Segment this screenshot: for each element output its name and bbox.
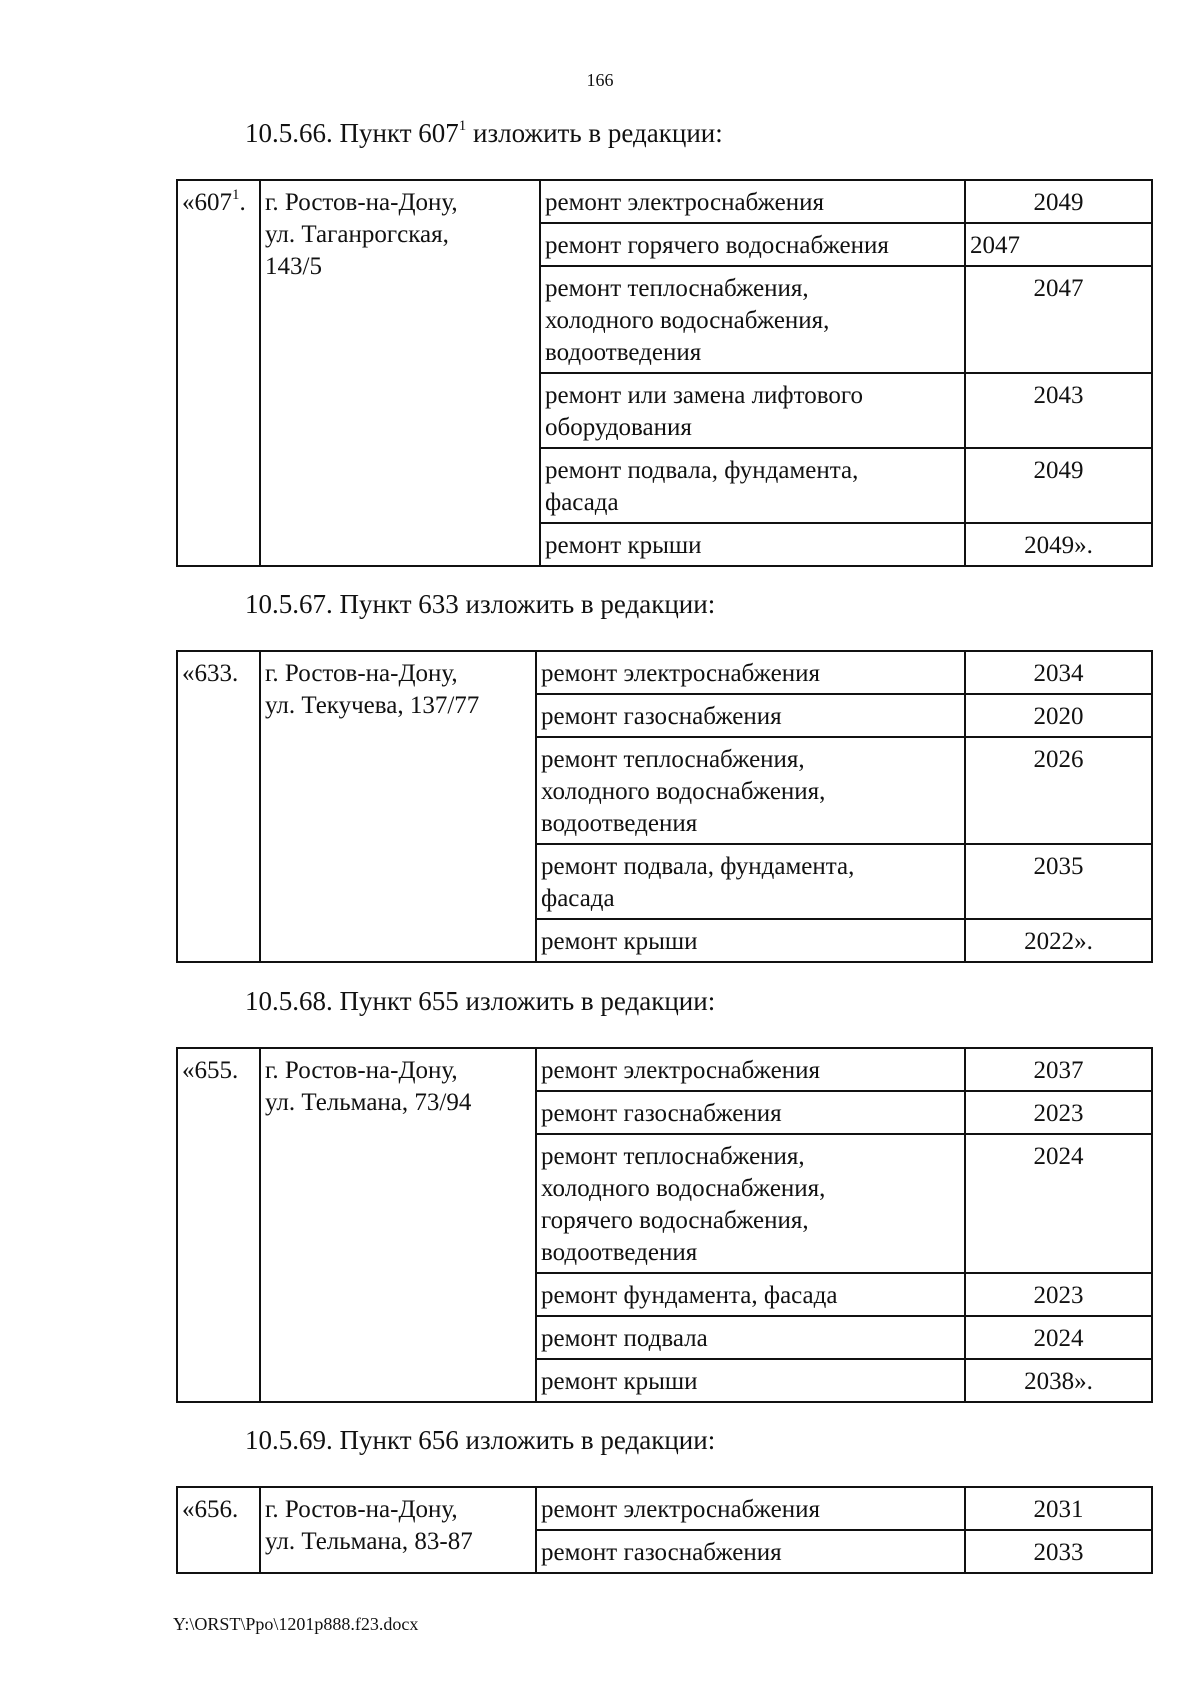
item-number: «655. xyxy=(177,1048,260,1402)
item-number: «633. xyxy=(177,651,260,962)
year-cell: 2047 xyxy=(965,223,1152,266)
year-cell: 2022». xyxy=(965,919,1152,962)
year-cell: 2035 xyxy=(965,844,1152,919)
year-cell: 2037 xyxy=(965,1048,1152,1091)
work-cell: ремонт электроснабжения xyxy=(536,1048,965,1091)
year-cell: 2047 xyxy=(965,266,1152,373)
year-cell: 2034 xyxy=(965,651,1152,694)
year-cell: 2023 xyxy=(965,1273,1152,1316)
year-cell: 2043 xyxy=(965,373,1152,448)
work-cell: ремонт электроснабжения xyxy=(536,651,965,694)
item-number: «$607^1$. xyxy=(177,180,260,566)
table-row xyxy=(177,1487,1152,1530)
work-cell: ремонт подвала, фундамента, фасада xyxy=(536,844,965,919)
work-cell: ремонт теплоснабжения, холодного водоснабжения, водоотведения xyxy=(540,266,965,373)
section-heading: 10.5.66. Пункт $607^1$ изложить в редакции: xyxy=(245,118,723,148)
year-cell: 2023 xyxy=(965,1091,1152,1134)
work-cell: ремонт газоснабжения xyxy=(536,1091,965,1134)
table-row xyxy=(177,1048,1152,1091)
work-cell: ремонт крыши xyxy=(536,1359,965,1402)
amendment-table xyxy=(176,179,1153,567)
work-cell: ремонт электроснабжения xyxy=(540,180,965,223)
work-cell: ремонт подвала, фундамента, фасада xyxy=(540,448,965,523)
amendment-table xyxy=(176,650,1153,963)
address-cell: г. Ростов-на-Дону, ул. Текучева, 137/77 xyxy=(260,651,536,962)
footer-file-path: Y:\ORST\Ppo\1201p888.f23.docx xyxy=(173,1614,419,1634)
year-cell: 2038». xyxy=(965,1359,1152,1402)
year-cell: 2026 xyxy=(965,737,1152,844)
work-cell: ремонт теплоснабжения, холодного водоснабжения, водоотведения xyxy=(536,737,965,844)
work-cell: ремонт горячего водоснабжения xyxy=(540,223,965,266)
work-cell: ремонт крыши xyxy=(536,919,965,962)
year-cell: 2031 xyxy=(965,1487,1152,1530)
work-cell: ремонт подвала xyxy=(536,1316,965,1359)
address-cell: г. Ростов-на-Дону, ул. Тельмана, 73/94 xyxy=(260,1048,536,1402)
work-cell: ремонт или замена лифтового оборудования xyxy=(540,373,965,448)
year-cell: 2024 xyxy=(965,1316,1152,1359)
work-cell: ремонт газоснабжения xyxy=(536,694,965,737)
work-cell: ремонт газоснабжения xyxy=(536,1530,965,1573)
amendment-table xyxy=(176,1486,1153,1574)
page-number: 166 xyxy=(586,70,614,90)
year-cell: 2020 xyxy=(965,694,1152,737)
work-cell: ремонт электроснабжения xyxy=(536,1487,965,1530)
work-cell: ремонт теплоснабжения, холодного водоснабжения, горячего водоснабжения, водоотведения xyxy=(536,1134,965,1273)
amendment-table xyxy=(176,1047,1153,1403)
address-cell: г. Ростов-на-Дону, ул. Таганрогская, 143/5 xyxy=(260,180,540,566)
table-row xyxy=(177,180,1152,223)
item-number: «656. xyxy=(177,1487,260,1573)
year-cell: 2049 xyxy=(965,180,1152,223)
work-cell: ремонт фундамента, фасада xyxy=(536,1273,965,1316)
year-cell: 2049 xyxy=(965,448,1152,523)
table-row xyxy=(177,651,1152,694)
section-heading: 10.5.67. Пункт 633 изложить в редакции: xyxy=(245,589,716,619)
year-cell: 2049». xyxy=(965,523,1152,566)
year-cell: 2033 xyxy=(965,1530,1152,1573)
section-heading: 10.5.68. Пункт 655 изложить в редакции: xyxy=(245,986,716,1016)
address-cell: г. Ростов-на-Дону, ул. Тельмана, 83-87 xyxy=(260,1487,536,1573)
year-cell: 2024 xyxy=(965,1134,1152,1273)
work-cell: ремонт крыши xyxy=(540,523,965,566)
section-heading: 10.5.69. Пункт 656 изложить в редакции: xyxy=(245,1425,716,1455)
